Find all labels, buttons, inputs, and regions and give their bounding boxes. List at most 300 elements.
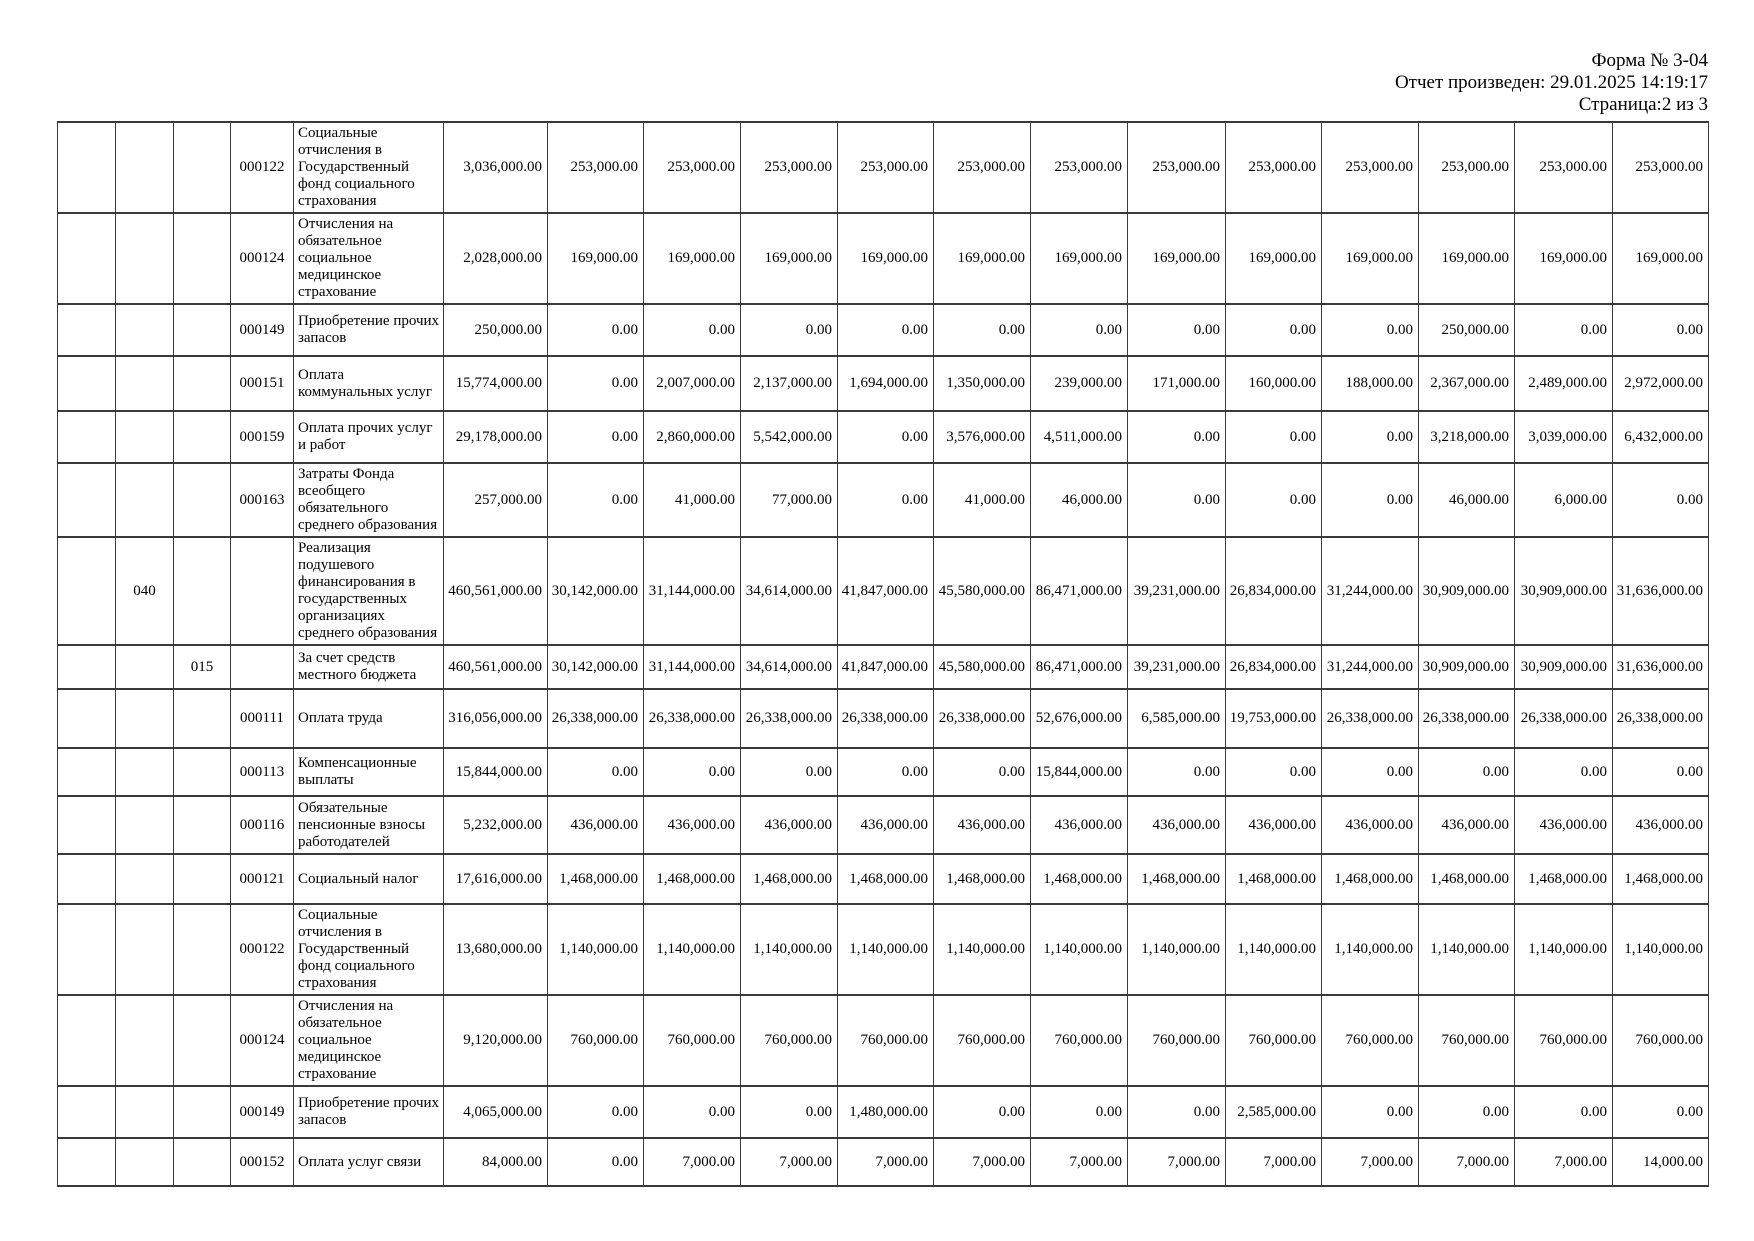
cell-specific-code: 000111 <box>231 689 294 748</box>
form-number: Форма № 3-04 <box>1591 50 1708 71</box>
cell-month-9-amount: 0.00 <box>1322 304 1419 356</box>
table-row <box>58 356 1709 411</box>
cell-month-12-amount: 2,972,000.00 <box>1613 356 1709 411</box>
cell-month-8-amount: 2,585,000.00 <box>1226 1086 1322 1138</box>
cell-subprogram-code <box>174 796 231 854</box>
page-header <box>1395 50 1708 116</box>
cell-month-12-amount: 1,468,000.00 <box>1613 854 1709 904</box>
cell-month-9-amount: 760,000.00 <box>1322 995 1419 1086</box>
cell-month-2-amount: 0.00 <box>644 748 741 796</box>
cell-month-4-amount: 0.00 <box>838 304 934 356</box>
cell-col1 <box>58 304 116 356</box>
cell-specific-code: 000113 <box>231 748 294 796</box>
cell-month-2-amount: 2,007,000.00 <box>644 356 741 411</box>
cell-month-6-amount: 760,000.00 <box>1031 995 1128 1086</box>
cell-description: Приобретение прочих запасов <box>294 1086 444 1138</box>
cell-description: Реализация подушевого финансирования в государственных организациях среднего образования <box>294 537 444 645</box>
cell-month-7-amount: 169,000.00 <box>1128 213 1226 304</box>
cell-description: За счет средств местного бюджета <box>294 645 444 689</box>
cell-month-11-amount: 30,909,000.00 <box>1515 537 1613 645</box>
cell-total-amount: 15,774,000.00 <box>444 356 548 411</box>
cell-specific-code: 000159 <box>231 411 294 463</box>
cell-program-code <box>116 854 174 904</box>
cell-total-amount: 17,616,000.00 <box>444 854 548 904</box>
cell-month-8-amount: 0.00 <box>1226 304 1322 356</box>
cell-description: Компенсационные выплаты <box>294 748 444 796</box>
cell-month-5-amount: 7,000.00 <box>934 1138 1031 1186</box>
cell-month-8-amount: 26,834,000.00 <box>1226 645 1322 689</box>
cell-month-9-amount: 0.00 <box>1322 1086 1419 1138</box>
cell-month-11-amount: 0.00 <box>1515 1086 1613 1138</box>
cell-total-amount: 2,028,000.00 <box>444 213 548 304</box>
cell-subprogram-code <box>174 463 231 537</box>
cell-month-8-amount: 0.00 <box>1226 463 1322 537</box>
cell-month-1-amount: 1,468,000.00 <box>548 854 644 904</box>
cell-program-code <box>116 356 174 411</box>
cell-month-6-amount: 0.00 <box>1031 1086 1128 1138</box>
cell-specific-code: 000116 <box>231 796 294 854</box>
cell-month-1-amount: 0.00 <box>548 356 644 411</box>
cell-subprogram-code <box>174 356 231 411</box>
cell-month-4-amount: 169,000.00 <box>838 213 934 304</box>
cell-month-9-amount: 253,000.00 <box>1322 122 1419 213</box>
cell-month-6-amount: 15,844,000.00 <box>1031 748 1128 796</box>
cell-month-5-amount: 169,000.00 <box>934 213 1031 304</box>
cell-month-1-amount: 169,000.00 <box>548 213 644 304</box>
cell-month-4-amount: 41,847,000.00 <box>838 645 934 689</box>
cell-month-5-amount: 1,350,000.00 <box>934 356 1031 411</box>
cell-specific-code: 000121 <box>231 854 294 904</box>
cell-month-12-amount: 26,338,000.00 <box>1613 689 1709 748</box>
cell-month-10-amount: 3,218,000.00 <box>1419 411 1515 463</box>
cell-month-2-amount: 760,000.00 <box>644 995 741 1086</box>
cell-month-6-amount: 7,000.00 <box>1031 1138 1128 1186</box>
cell-col1 <box>58 356 116 411</box>
cell-month-9-amount: 0.00 <box>1322 748 1419 796</box>
cell-month-2-amount: 1,468,000.00 <box>644 854 741 904</box>
cell-month-5-amount: 0.00 <box>934 304 1031 356</box>
cell-month-4-amount: 1,694,000.00 <box>838 356 934 411</box>
cell-month-7-amount: 39,231,000.00 <box>1128 537 1226 645</box>
table-row <box>58 122 1709 213</box>
cell-month-6-amount: 1,140,000.00 <box>1031 904 1128 995</box>
cell-col1 <box>58 411 116 463</box>
cell-month-11-amount: 1,468,000.00 <box>1515 854 1613 904</box>
cell-month-10-amount: 26,338,000.00 <box>1419 689 1515 748</box>
table-row <box>58 537 1709 645</box>
cell-month-3-amount: 0.00 <box>741 748 838 796</box>
cell-month-8-amount: 19,753,000.00 <box>1226 689 1322 748</box>
cell-month-4-amount: 760,000.00 <box>838 995 934 1086</box>
cell-month-7-amount: 7,000.00 <box>1128 1138 1226 1186</box>
cell-month-10-amount: 0.00 <box>1419 748 1515 796</box>
cell-total-amount: 13,680,000.00 <box>444 904 548 995</box>
cell-month-4-amount: 0.00 <box>838 463 934 537</box>
cell-month-9-amount: 31,244,000.00 <box>1322 537 1419 645</box>
cell-program-code <box>116 796 174 854</box>
cell-month-7-amount: 0.00 <box>1128 463 1226 537</box>
cell-month-7-amount: 253,000.00 <box>1128 122 1226 213</box>
cell-subprogram-code <box>174 1086 231 1138</box>
cell-col1 <box>58 748 116 796</box>
cell-month-3-amount: 34,614,000.00 <box>741 537 838 645</box>
cell-description: Оплата прочих услуг и работ <box>294 411 444 463</box>
cell-subprogram-code <box>174 304 231 356</box>
cell-description: Обязательные пенсионные взносы работодателей <box>294 796 444 854</box>
cell-subprogram-code <box>174 1138 231 1186</box>
cell-month-4-amount: 7,000.00 <box>838 1138 934 1186</box>
cell-month-11-amount: 30,909,000.00 <box>1515 645 1613 689</box>
cell-month-4-amount: 1,468,000.00 <box>838 854 934 904</box>
cell-month-8-amount: 1,468,000.00 <box>1226 854 1322 904</box>
cell-month-11-amount: 169,000.00 <box>1515 213 1613 304</box>
cell-col1 <box>58 689 116 748</box>
cell-month-5-amount: 45,580,000.00 <box>934 645 1031 689</box>
cell-month-11-amount: 26,338,000.00 <box>1515 689 1613 748</box>
table-row <box>58 689 1709 748</box>
cell-month-4-amount: 26,338,000.00 <box>838 689 934 748</box>
cell-program-code <box>116 748 174 796</box>
cell-subprogram-code <box>174 213 231 304</box>
cell-month-4-amount: 0.00 <box>838 411 934 463</box>
cell-subprogram-code: 015 <box>174 645 231 689</box>
cell-month-11-amount: 1,140,000.00 <box>1515 904 1613 995</box>
table-row <box>58 995 1709 1086</box>
cell-month-5-amount: 1,468,000.00 <box>934 854 1031 904</box>
cell-month-5-amount: 1,140,000.00 <box>934 904 1031 995</box>
cell-description: Отчисления на обязательное социальное медицинское страхование <box>294 213 444 304</box>
cell-month-2-amount: 253,000.00 <box>644 122 741 213</box>
cell-month-8-amount: 436,000.00 <box>1226 796 1322 854</box>
cell-month-8-amount: 760,000.00 <box>1226 995 1322 1086</box>
cell-month-7-amount: 760,000.00 <box>1128 995 1226 1086</box>
table-row <box>58 463 1709 537</box>
table-row <box>58 304 1709 356</box>
cell-month-5-amount: 41,000.00 <box>934 463 1031 537</box>
cell-program-code <box>116 995 174 1086</box>
cell-month-7-amount: 171,000.00 <box>1128 356 1226 411</box>
cell-month-11-amount: 0.00 <box>1515 748 1613 796</box>
cell-description: Приобретение прочих запасов <box>294 304 444 356</box>
cell-program-code <box>116 689 174 748</box>
cell-month-1-amount: 0.00 <box>548 748 644 796</box>
cell-month-9-amount: 1,140,000.00 <box>1322 904 1419 995</box>
cell-subprogram-code <box>174 689 231 748</box>
cell-month-7-amount: 39,231,000.00 <box>1128 645 1226 689</box>
cell-col1 <box>58 537 116 645</box>
cell-month-2-amount: 41,000.00 <box>644 463 741 537</box>
cell-subprogram-code <box>174 122 231 213</box>
cell-month-11-amount: 436,000.00 <box>1515 796 1613 854</box>
cell-month-9-amount: 188,000.00 <box>1322 356 1419 411</box>
report-table-body <box>58 122 1709 1186</box>
cell-month-7-amount: 1,140,000.00 <box>1128 904 1226 995</box>
cell-month-12-amount: 31,636,000.00 <box>1613 645 1709 689</box>
cell-month-5-amount: 0.00 <box>934 748 1031 796</box>
cell-total-amount: 5,232,000.00 <box>444 796 548 854</box>
cell-month-6-amount: 0.00 <box>1031 304 1128 356</box>
cell-month-12-amount: 0.00 <box>1613 463 1709 537</box>
cell-month-10-amount: 30,909,000.00 <box>1419 537 1515 645</box>
cell-month-7-amount: 0.00 <box>1128 411 1226 463</box>
cell-description: Оплата коммунальных услуг <box>294 356 444 411</box>
cell-col1 <box>58 904 116 995</box>
cell-month-2-amount: 0.00 <box>644 304 741 356</box>
cell-month-10-amount: 2,367,000.00 <box>1419 356 1515 411</box>
cell-month-1-amount: 436,000.00 <box>548 796 644 854</box>
cell-month-3-amount: 34,614,000.00 <box>741 645 838 689</box>
cell-month-4-amount: 1,480,000.00 <box>838 1086 934 1138</box>
cell-month-10-amount: 0.00 <box>1419 1086 1515 1138</box>
table-row <box>58 645 1709 689</box>
cell-month-10-amount: 1,140,000.00 <box>1419 904 1515 995</box>
cell-month-2-amount: 0.00 <box>644 1086 741 1138</box>
cell-total-amount: 250,000.00 <box>444 304 548 356</box>
cell-total-amount: 15,844,000.00 <box>444 748 548 796</box>
cell-month-2-amount: 436,000.00 <box>644 796 741 854</box>
cell-specific-code: 000124 <box>231 213 294 304</box>
cell-month-11-amount: 3,039,000.00 <box>1515 411 1613 463</box>
cell-specific-code: 000124 <box>231 995 294 1086</box>
cell-month-9-amount: 0.00 <box>1322 463 1419 537</box>
cell-month-1-amount: 0.00 <box>548 463 644 537</box>
cell-month-10-amount: 7,000.00 <box>1419 1138 1515 1186</box>
cell-month-8-amount: 0.00 <box>1226 748 1322 796</box>
report-timestamp: Отчет произведен: 29.01.2025 14:19:17 <box>1394 72 1708 93</box>
cell-month-2-amount: 26,338,000.00 <box>644 689 741 748</box>
cell-total-amount: 257,000.00 <box>444 463 548 537</box>
cell-col1 <box>58 122 116 213</box>
cell-subprogram-code <box>174 904 231 995</box>
table-row <box>58 796 1709 854</box>
page-indicator: Страница:2 из 3 <box>1578 94 1708 115</box>
cell-month-3-amount: 7,000.00 <box>741 1138 838 1186</box>
cell-month-5-amount: 3,576,000.00 <box>934 411 1031 463</box>
cell-month-10-amount: 760,000.00 <box>1419 995 1515 1086</box>
cell-month-10-amount: 250,000.00 <box>1419 304 1515 356</box>
cell-month-11-amount: 760,000.00 <box>1515 995 1613 1086</box>
cell-month-3-amount: 5,542,000.00 <box>741 411 838 463</box>
cell-month-2-amount: 1,140,000.00 <box>644 904 741 995</box>
cell-month-11-amount: 2,489,000.00 <box>1515 356 1613 411</box>
cell-program-code: 040 <box>116 537 174 645</box>
cell-total-amount: 460,561,000.00 <box>444 537 548 645</box>
cell-month-7-amount: 0.00 <box>1128 304 1226 356</box>
cell-month-4-amount: 253,000.00 <box>838 122 934 213</box>
cell-month-9-amount: 26,338,000.00 <box>1322 689 1419 748</box>
cell-month-6-amount: 52,676,000.00 <box>1031 689 1128 748</box>
cell-month-2-amount: 169,000.00 <box>644 213 741 304</box>
cell-month-9-amount: 7,000.00 <box>1322 1138 1419 1186</box>
cell-month-1-amount: 0.00 <box>548 411 644 463</box>
table-row <box>58 213 1709 304</box>
cell-month-10-amount: 30,909,000.00 <box>1419 645 1515 689</box>
cell-month-8-amount: 160,000.00 <box>1226 356 1322 411</box>
cell-month-1-amount: 0.00 <box>548 1138 644 1186</box>
cell-col1 <box>58 995 116 1086</box>
cell-month-3-amount: 2,137,000.00 <box>741 356 838 411</box>
cell-month-5-amount: 253,000.00 <box>934 122 1031 213</box>
cell-specific-code: 000122 <box>231 122 294 213</box>
cell-month-11-amount: 6,000.00 <box>1515 463 1613 537</box>
cell-month-6-amount: 86,471,000.00 <box>1031 537 1128 645</box>
cell-month-2-amount: 31,144,000.00 <box>644 537 741 645</box>
cell-specific-code <box>231 537 294 645</box>
cell-month-1-amount: 26,338,000.00 <box>548 689 644 748</box>
cell-month-12-amount: 436,000.00 <box>1613 796 1709 854</box>
cell-month-9-amount: 0.00 <box>1322 411 1419 463</box>
cell-program-code <box>116 213 174 304</box>
cell-month-3-amount: 26,338,000.00 <box>741 689 838 748</box>
cell-month-1-amount: 0.00 <box>548 1086 644 1138</box>
cell-month-4-amount: 0.00 <box>838 748 934 796</box>
cell-month-3-amount: 1,140,000.00 <box>741 904 838 995</box>
cell-month-3-amount: 253,000.00 <box>741 122 838 213</box>
cell-month-8-amount: 253,000.00 <box>1226 122 1322 213</box>
cell-month-6-amount: 239,000.00 <box>1031 356 1128 411</box>
cell-program-code <box>116 411 174 463</box>
cell-month-3-amount: 1,468,000.00 <box>741 854 838 904</box>
cell-month-3-amount: 0.00 <box>741 304 838 356</box>
cell-total-amount: 316,056,000.00 <box>444 689 548 748</box>
cell-month-6-amount: 169,000.00 <box>1031 213 1128 304</box>
cell-month-9-amount: 169,000.00 <box>1322 213 1419 304</box>
cell-total-amount: 4,065,000.00 <box>444 1086 548 1138</box>
cell-month-8-amount: 0.00 <box>1226 411 1322 463</box>
cell-program-code <box>116 645 174 689</box>
table-row <box>58 748 1709 796</box>
cell-month-7-amount: 0.00 <box>1128 1086 1226 1138</box>
cell-specific-code: 000151 <box>231 356 294 411</box>
cell-subprogram-code <box>174 748 231 796</box>
cell-program-code <box>116 1138 174 1186</box>
cell-program-code <box>116 463 174 537</box>
cell-month-9-amount: 31,244,000.00 <box>1322 645 1419 689</box>
cell-month-12-amount: 0.00 <box>1613 748 1709 796</box>
cell-total-amount: 460,561,000.00 <box>444 645 548 689</box>
cell-total-amount: 84,000.00 <box>444 1138 548 1186</box>
cell-month-7-amount: 1,468,000.00 <box>1128 854 1226 904</box>
table-row <box>58 904 1709 995</box>
cell-month-4-amount: 41,847,000.00 <box>838 537 934 645</box>
cell-month-8-amount: 26,834,000.00 <box>1226 537 1322 645</box>
cell-program-code <box>116 304 174 356</box>
cell-col1 <box>58 1086 116 1138</box>
cell-specific-code: 000149 <box>231 304 294 356</box>
cell-month-5-amount: 45,580,000.00 <box>934 537 1031 645</box>
cell-month-12-amount: 760,000.00 <box>1613 995 1709 1086</box>
cell-description: Оплата труда <box>294 689 444 748</box>
table-row <box>58 411 1709 463</box>
cell-month-5-amount: 436,000.00 <box>934 796 1031 854</box>
cell-col1 <box>58 1138 116 1186</box>
cell-description: Затраты Фонда всеобщего обязательного среднего образования <box>294 463 444 537</box>
cell-month-1-amount: 30,142,000.00 <box>548 537 644 645</box>
table-row <box>58 1086 1709 1138</box>
cell-col1 <box>58 463 116 537</box>
cell-month-11-amount: 7,000.00 <box>1515 1138 1613 1186</box>
cell-month-6-amount: 436,000.00 <box>1031 796 1128 854</box>
cell-month-5-amount: 760,000.00 <box>934 995 1031 1086</box>
cell-month-1-amount: 1,140,000.00 <box>548 904 644 995</box>
cell-month-1-amount: 0.00 <box>548 304 644 356</box>
cell-specific-code: 000149 <box>231 1086 294 1138</box>
cell-month-10-amount: 1,468,000.00 <box>1419 854 1515 904</box>
cell-month-8-amount: 1,140,000.00 <box>1226 904 1322 995</box>
cell-month-12-amount: 31,636,000.00 <box>1613 537 1709 645</box>
cell-program-code <box>116 904 174 995</box>
cell-month-3-amount: 77,000.00 <box>741 463 838 537</box>
cell-specific-code: 000163 <box>231 463 294 537</box>
cell-total-amount: 3,036,000.00 <box>444 122 548 213</box>
report-table <box>57 121 1709 1187</box>
cell-month-10-amount: 436,000.00 <box>1419 796 1515 854</box>
cell-col1 <box>58 213 116 304</box>
cell-month-2-amount: 7,000.00 <box>644 1138 741 1186</box>
cell-month-1-amount: 760,000.00 <box>548 995 644 1086</box>
cell-month-6-amount: 1,468,000.00 <box>1031 854 1128 904</box>
cell-month-11-amount: 0.00 <box>1515 304 1613 356</box>
cell-month-9-amount: 436,000.00 <box>1322 796 1419 854</box>
cell-description: Отчисления на обязательное социальное медицинское страхование <box>294 995 444 1086</box>
cell-month-12-amount: 0.00 <box>1613 304 1709 356</box>
cell-specific-code: 000122 <box>231 904 294 995</box>
cell-specific-code: 000152 <box>231 1138 294 1186</box>
cell-month-2-amount: 2,860,000.00 <box>644 411 741 463</box>
cell-month-4-amount: 1,140,000.00 <box>838 904 934 995</box>
cell-total-amount: 9,120,000.00 <box>444 995 548 1086</box>
table-row <box>58 1138 1709 1186</box>
cell-month-1-amount: 253,000.00 <box>548 122 644 213</box>
cell-month-12-amount: 169,000.00 <box>1613 213 1709 304</box>
cell-month-12-amount: 0.00 <box>1613 1086 1709 1138</box>
cell-description: Социальные отчисления в Государственный фонд социального страхования <box>294 122 444 213</box>
cell-month-6-amount: 4,511,000.00 <box>1031 411 1128 463</box>
cell-month-7-amount: 436,000.00 <box>1128 796 1226 854</box>
cell-month-10-amount: 46,000.00 <box>1419 463 1515 537</box>
cell-subprogram-code <box>174 995 231 1086</box>
cell-month-7-amount: 6,585,000.00 <box>1128 689 1226 748</box>
cell-month-12-amount: 1,140,000.00 <box>1613 904 1709 995</box>
cell-month-10-amount: 169,000.00 <box>1419 213 1515 304</box>
cell-total-amount: 29,178,000.00 <box>444 411 548 463</box>
cell-month-12-amount: 14,000.00 <box>1613 1138 1709 1186</box>
cell-program-code <box>116 122 174 213</box>
cell-description: Социальные отчисления в Государственный фонд социального страхования <box>294 904 444 995</box>
cell-month-2-amount: 31,144,000.00 <box>644 645 741 689</box>
cell-month-3-amount: 436,000.00 <box>741 796 838 854</box>
cell-specific-code <box>231 645 294 689</box>
cell-subprogram-code <box>174 854 231 904</box>
cell-month-8-amount: 169,000.00 <box>1226 213 1322 304</box>
cell-description: Социальный налог <box>294 854 444 904</box>
cell-month-7-amount: 0.00 <box>1128 748 1226 796</box>
cell-month-12-amount: 253,000.00 <box>1613 122 1709 213</box>
cell-month-9-amount: 1,468,000.00 <box>1322 854 1419 904</box>
cell-month-11-amount: 253,000.00 <box>1515 122 1613 213</box>
cell-month-6-amount: 86,471,000.00 <box>1031 645 1128 689</box>
cell-month-3-amount: 169,000.00 <box>741 213 838 304</box>
cell-month-4-amount: 436,000.00 <box>838 796 934 854</box>
cell-description: Оплата услуг связи <box>294 1138 444 1186</box>
table-row <box>58 854 1709 904</box>
cell-col1 <box>58 854 116 904</box>
cell-subprogram-code <box>174 411 231 463</box>
cell-program-code <box>116 1086 174 1138</box>
cell-col1 <box>58 645 116 689</box>
cell-month-3-amount: 760,000.00 <box>741 995 838 1086</box>
cell-month-5-amount: 26,338,000.00 <box>934 689 1031 748</box>
